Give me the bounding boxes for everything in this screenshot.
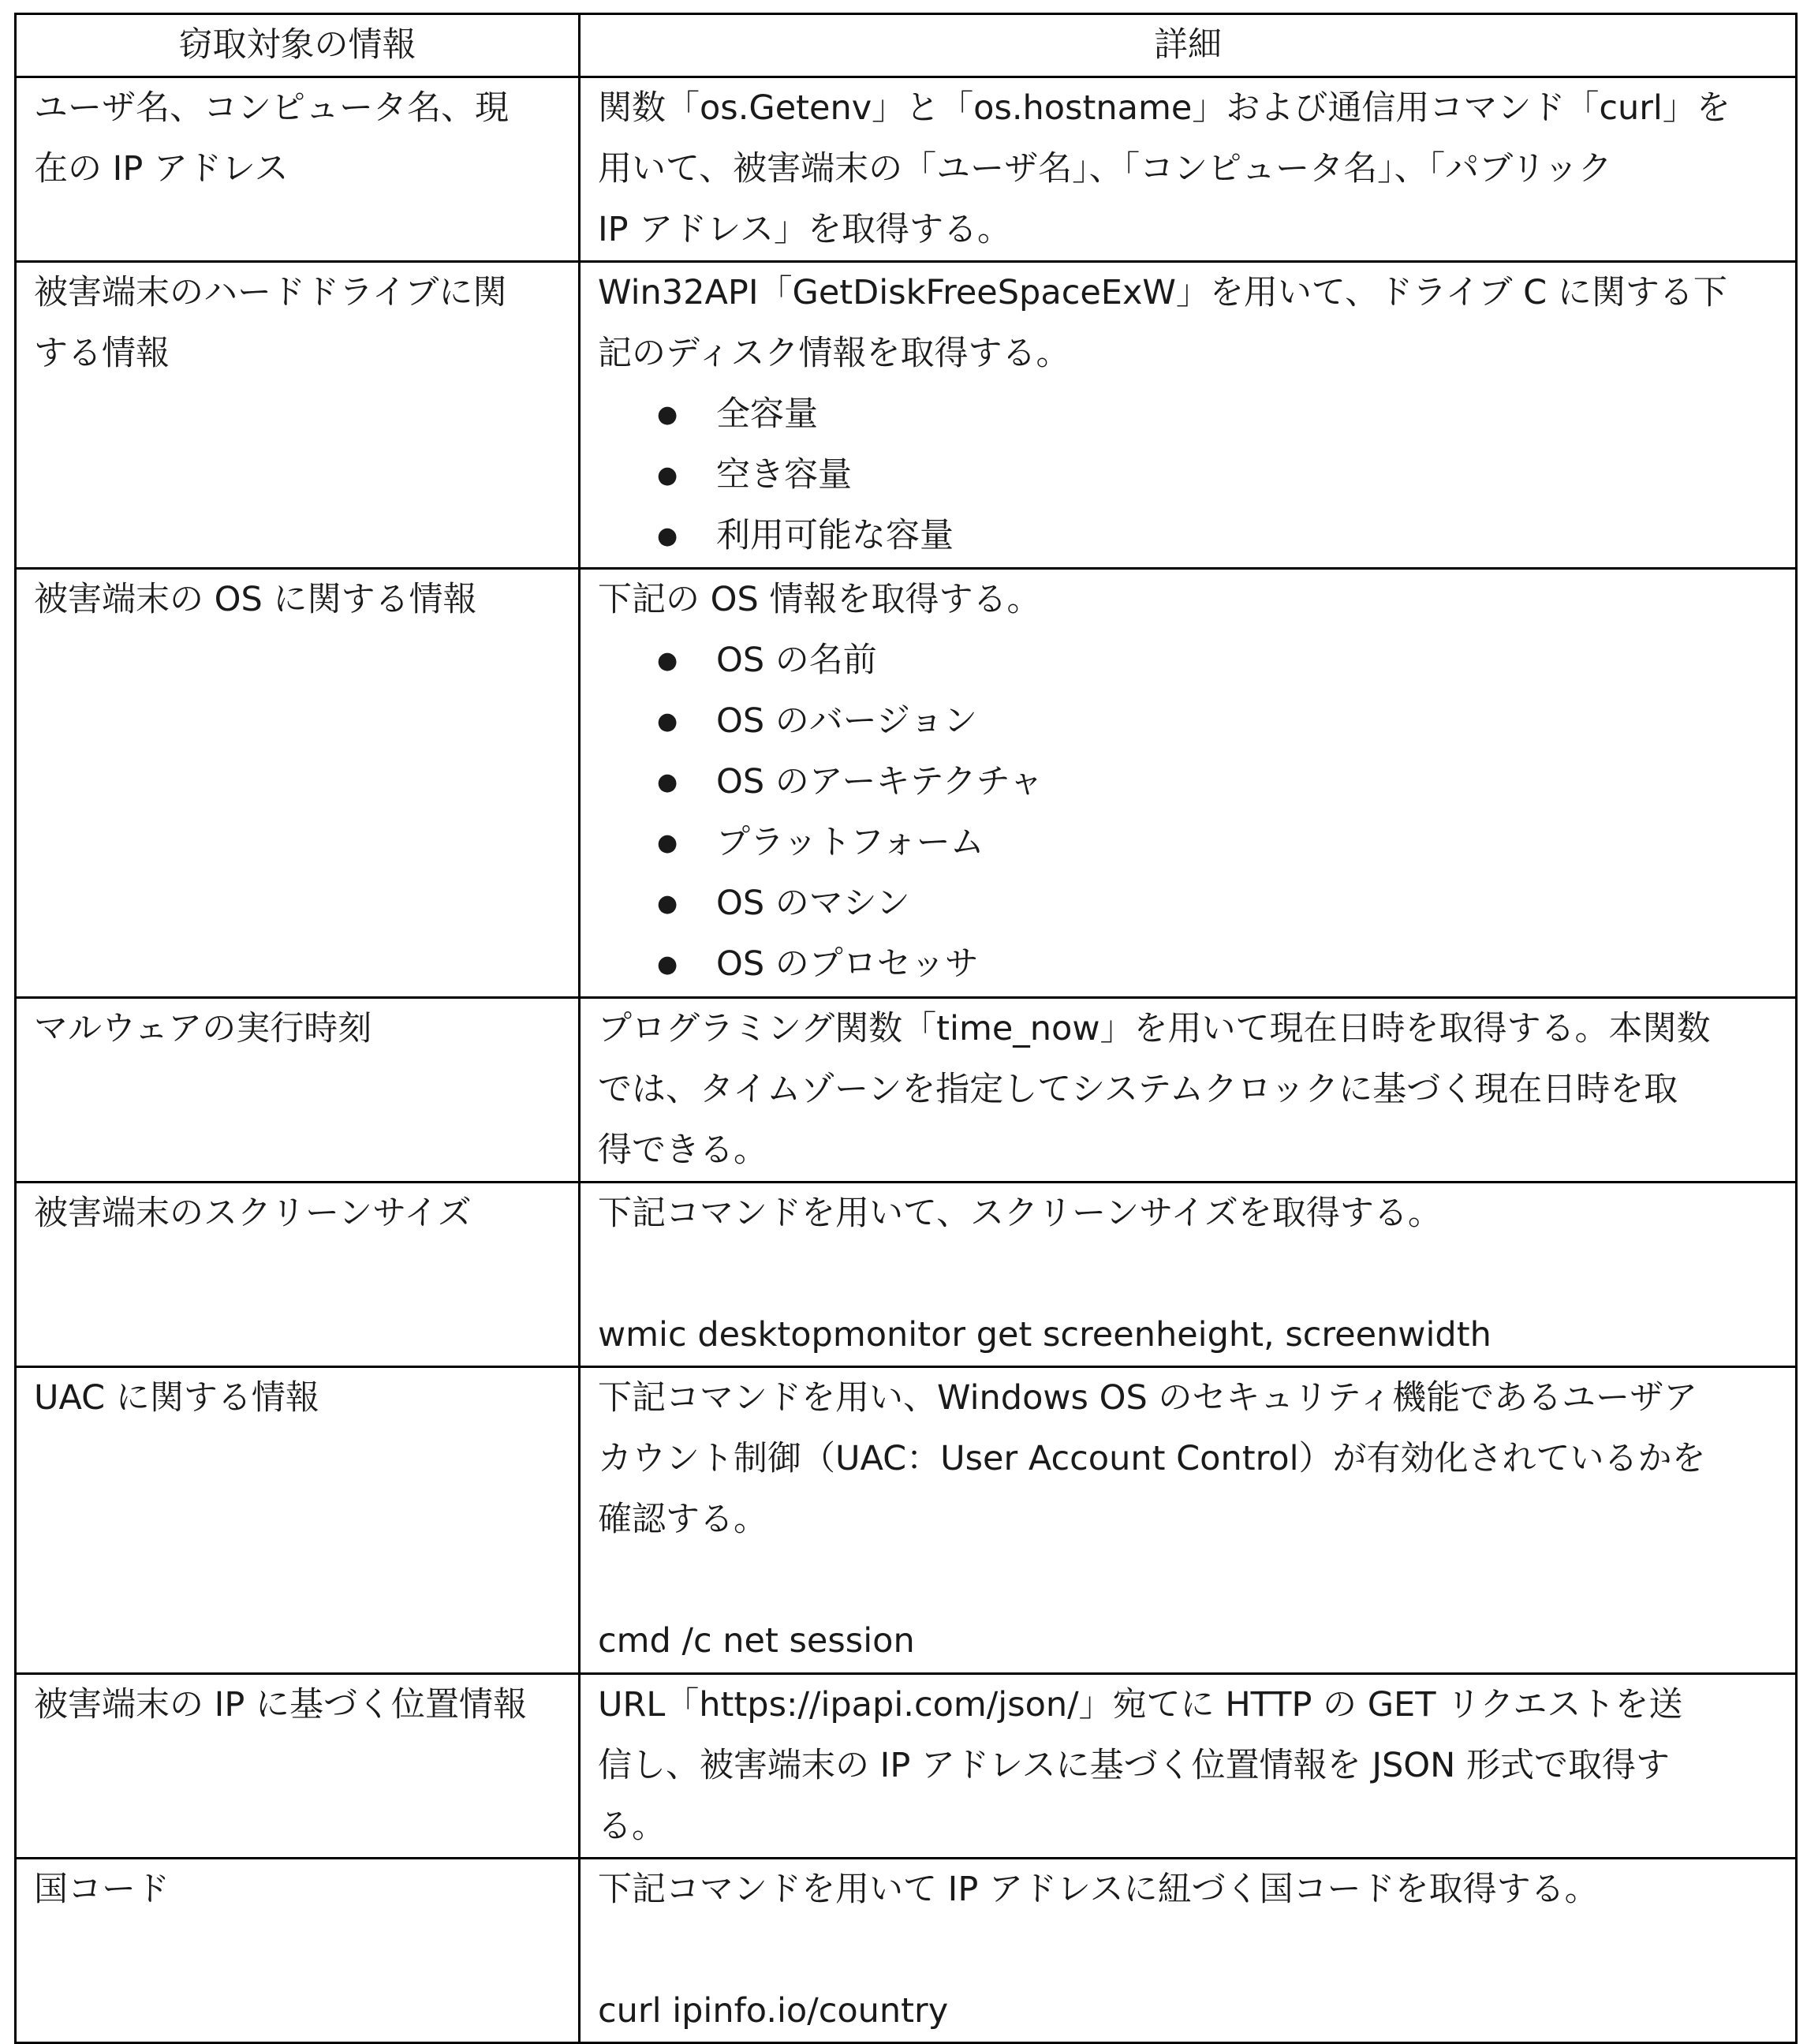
table-row [16,1183,1797,1367]
blank-line [598,1550,1778,1611]
list-item [598,445,1778,506]
detail-line: 関数「os.Getenv」と「os.hostname」および通信用コマンド「curl」を [598,88,1730,128]
target-info-line: 被害端末の OS に関する情報 [34,580,477,619]
detail-cell [580,1859,1797,2043]
list-item [598,630,1778,691]
detail-line: プログラミング関数「time_now」を用いて現在日時を取得する。本関数 [598,1009,1711,1048]
target-info-cell [16,1674,580,1859]
bullet-icon: ● [657,768,678,796]
command-line: cmd /c net session [598,1621,915,1661]
detail-cell [580,77,1797,262]
target-info-cell [16,1859,580,2043]
table-row [16,998,1797,1183]
target-info-line: ユーザ名、コンピュータ名、現 [34,88,509,128]
detail-cell [580,1367,1797,1674]
header-details: 詳細 [580,14,1797,77]
list-item-text: OS のバージョン [716,701,978,741]
bullet-icon: ● [657,890,678,917]
list-item-text: プラットフォーム [716,823,984,862]
detail-cell [580,569,1797,998]
list-item-text: 全容量 [716,394,818,434]
bullet-icon: ● [657,461,678,489]
blank-line [598,1920,1778,1981]
table-row [16,262,1797,569]
detail-line: カウント制御（UAC：User Account Control）が有効化されているかを [598,1439,1706,1478]
list-item [598,873,1778,934]
detail-line: 下記コマンドを用いて、スクリーンサイズを取得する。 [598,1194,1442,1233]
detail-line: では、タイムゾーンを指定してシステムクロックに基づく現在日時を取 [598,1070,1678,1109]
command-line: curl ipinfo.io/country [598,1991,949,2031]
list-item-text: 利用可能な容量 [716,516,954,555]
target-info-cell [16,569,580,998]
detail-line: 下記コマンドを用い、Windows OS のセキュリティ機能であるユーザア [598,1378,1698,1418]
list-item [598,934,1778,995]
list-item-text: 空き容量 [716,455,852,495]
list-item-text: OS のアーキテクチャ [716,762,1044,802]
list-item-text: OS のマシン [716,884,910,923]
detail-line: IP アドレス」を取得する。 [598,210,1011,249]
target-info-line: マルウェアの実行時刻 [34,1009,372,1048]
list-item-text: OS の名前 [716,641,877,680]
list-item [598,813,1778,873]
target-info-cell [16,77,580,262]
target-info-cell [16,1367,580,1674]
bullet-icon: ● [657,647,678,674]
detail-cell [580,1674,1797,1859]
target-info-line: 国コード [34,1870,170,1909]
target-info-line: 被害端末の IP に基づく位置情報 [34,1685,527,1725]
table-row [16,1367,1797,1674]
command-line: wmic desktopmonitor get screenheight, screenwidth [598,1315,1492,1355]
table-row [16,77,1797,262]
detail-cell [580,262,1797,569]
target-info-cell [16,262,580,569]
list-item-text: OS のプロセッサ [716,944,979,984]
bullet-icon: ● [657,401,678,428]
target-info-line: する情報 [34,334,170,373]
detail-line: 下記の OS 情報を取得する。 [598,580,1041,619]
detail-line: 用いて、被害端末の「ユーザ名」、「コンピュータ名」、「パブリック [598,149,1612,189]
table-row [16,1674,1797,1859]
target-info-line: 在の IP アドレス [34,149,289,189]
list-item [598,384,1778,445]
bullet-icon: ● [657,522,678,550]
detail-line: 確認する。 [598,1500,767,1539]
bullet-list [598,384,1778,566]
header-row [16,14,1797,77]
list-item [598,752,1778,813]
target-info-line: 被害端末のハードドライブに関 [34,273,507,312]
detail-line: 記のディスク情報を取得する。 [598,334,1070,373]
table-row [16,569,1797,998]
target-info-cell [16,1183,580,1367]
list-item [598,506,1778,566]
detail-cell [580,1183,1797,1367]
bullet-icon: ● [657,951,678,978]
blank-line [598,1244,1778,1305]
bullet-list [598,630,1778,995]
detail-line: 得できる。 [598,1130,767,1170]
header-target-info: 窃取対象の情報 [16,14,580,77]
table-row [16,1859,1797,2043]
detail-line: 下記コマンドを用いて IP アドレスに紐づく国コードを取得する。 [598,1870,1599,1909]
bullet-icon: ● [657,829,678,857]
detail-cell [580,998,1797,1183]
list-item [598,691,1778,752]
detail-line: URL「https://ipapi.com/json/」宛てに HTTP の GET リクエストを送 [598,1685,1683,1725]
detail-line: 信し、被害端末の IP アドレスに基づく位置情報を JSON 形式で取得す [598,1746,1670,1785]
bullet-icon: ● [657,708,678,735]
detail-line: Win32API「GetDiskFreeSpaceExW」を用いて、ドライブ C に関する下 [598,273,1727,312]
target-info-line: 被害端末のスクリーンサイズ [34,1194,472,1233]
info-table [14,13,1798,2044]
target-info-cell [16,998,580,1183]
table-body [16,77,1797,2043]
target-info-line: UAC に関する情報 [34,1378,319,1418]
detail-line: る。 [598,1807,666,1846]
